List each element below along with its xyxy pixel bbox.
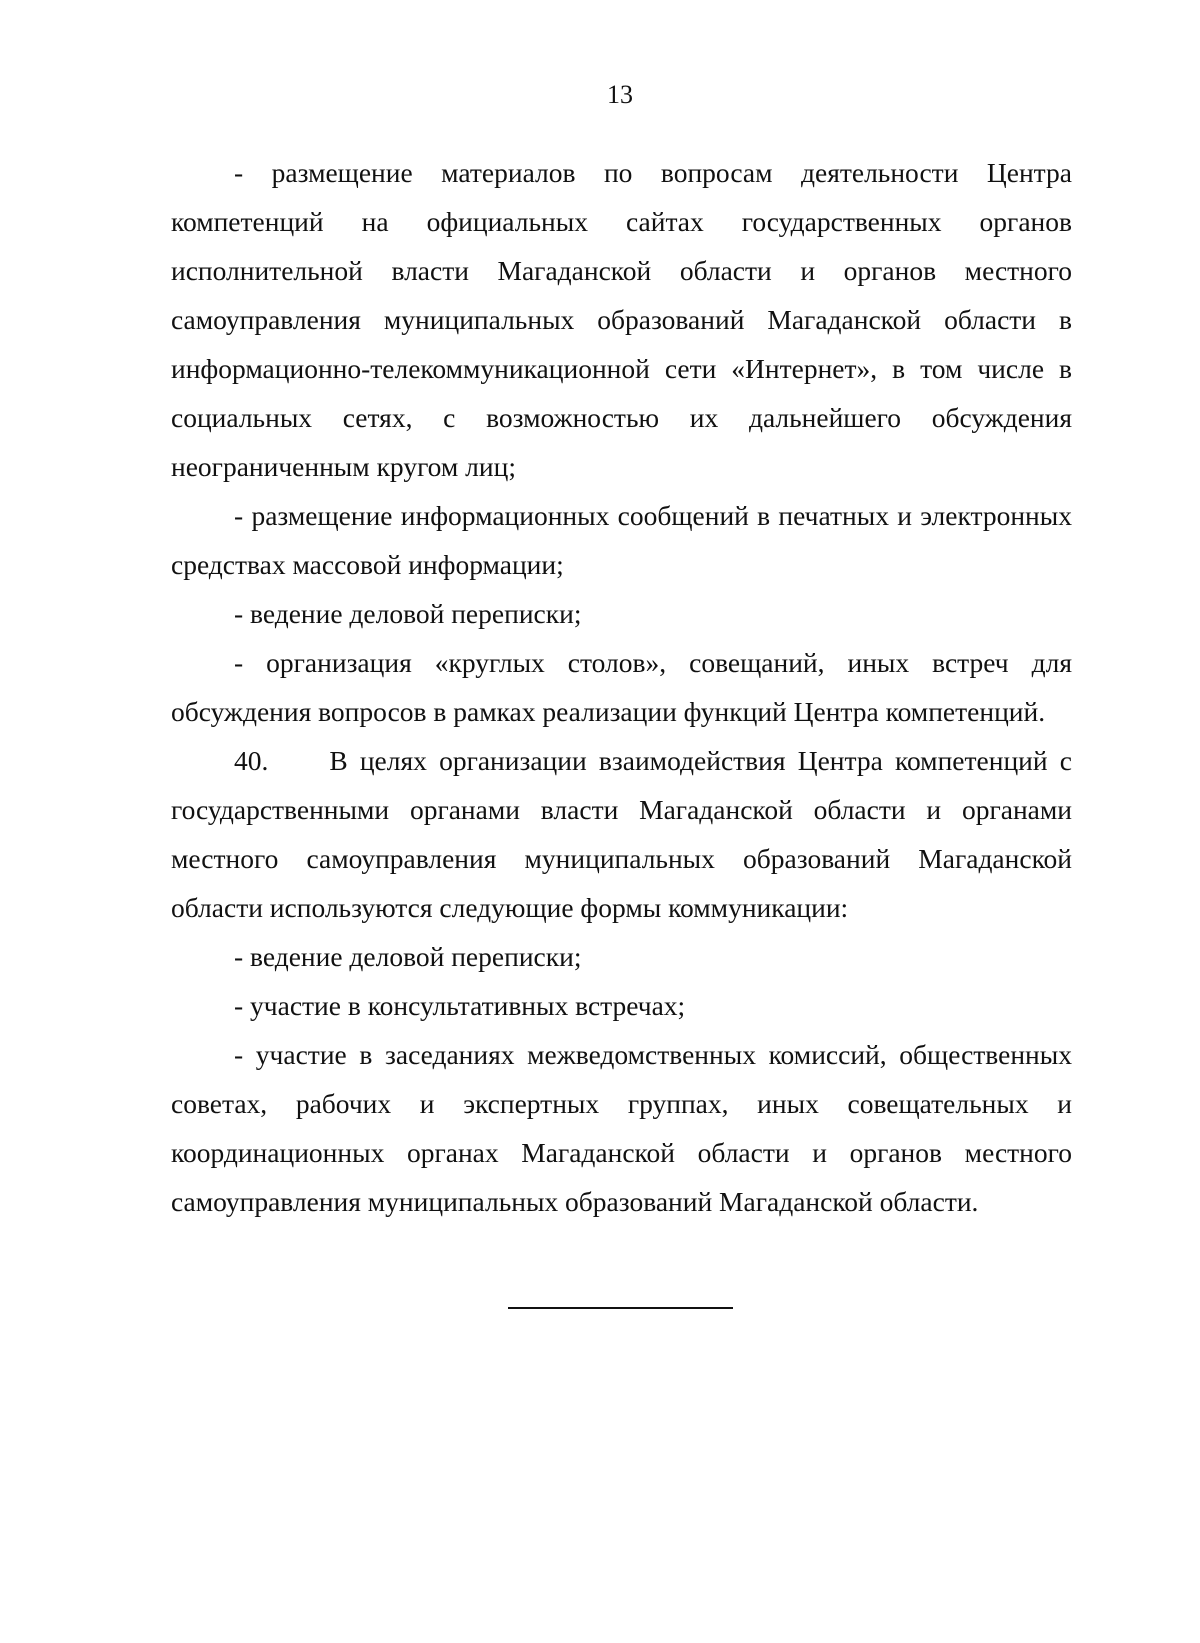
closing-rule <box>508 1307 733 1309</box>
paragraph-materials-placement: - размещение материалов по вопросам деятельности Центра компетенций на официальных сайтах государственных органов исполнительной власти Магаданской области и органов местного самоуправления муниципальных образований Магаданской области в информационно-телекоммуникационной сети «Интернет», в том числе в социальных сетях, с возможностью их дальнейшего обсуждения неограниченным кругом лиц; <box>171 157 1072 482</box>
paragraph-business-correspondence-2: - ведение деловой переписки; <box>234 941 582 972</box>
document-body <box>171 148 1079 1226</box>
paragraph-consultative-meetings: - участие в консультативных встречах; <box>234 990 686 1021</box>
paragraph-commission-meetings: - участие в заседаниях межведомственных комиссий, общественных советах, рабочих и экспертных группах, иных совещательных и координационных органах Магаданской области и органов местного самоуправления муниципальных образований Магаданской области. <box>171 1039 1072 1217</box>
page-number: 13 <box>607 80 633 109</box>
paragraph-media-messages: - размещение информационных сообщений в печатных и электронных средствах массовой информации; <box>171 500 1072 580</box>
paragraph-round-tables: - организация «круглых столов», совещаний, иных встреч для обсуждения вопросов в рамках реализации функций Центра компетенций. <box>171 647 1072 727</box>
paragraph-business-correspondence: - ведение деловой переписки; <box>234 598 582 629</box>
paragraph-item-40: 40. В целях организации взаимодействия Центра компетенций с государственными органами власти Магаданской области и органами местного самоуправления муниципальных образований Магаданской области используются следующие формы коммуникации: <box>171 745 1079 923</box>
